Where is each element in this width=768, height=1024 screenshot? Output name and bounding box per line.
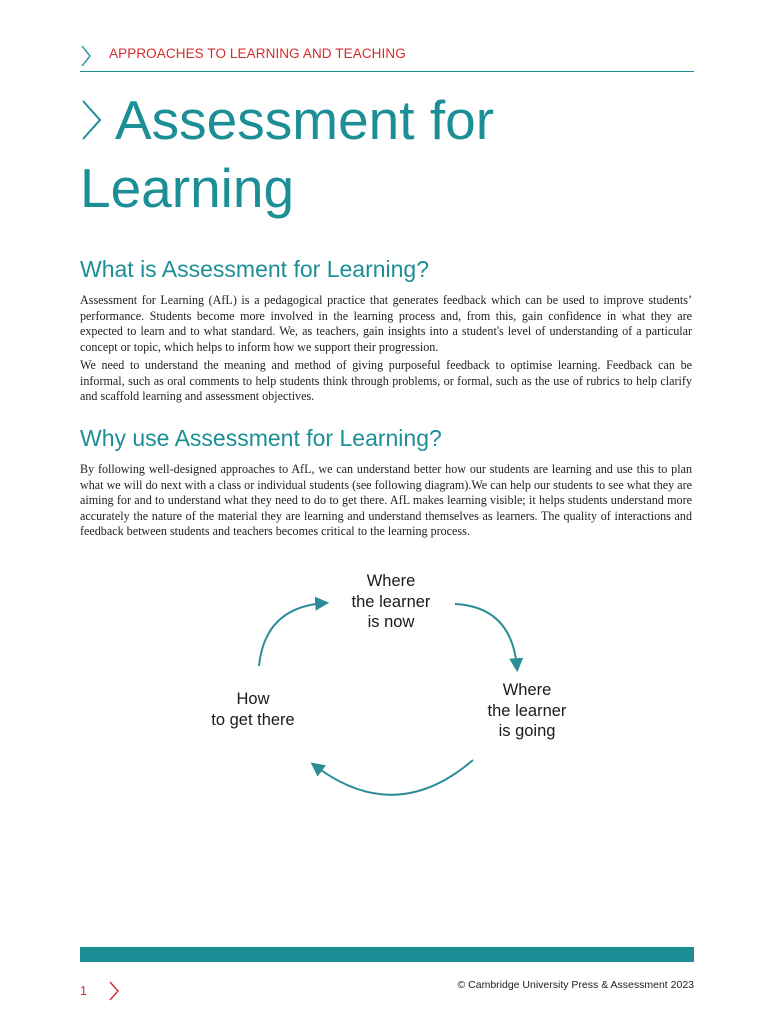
label-where-learner-is-now: Where the learner is now	[351, 572, 431, 631]
arrow-now-to-going	[455, 604, 517, 668]
section-heading-why: Why use Assessment for Learning?	[80, 425, 442, 451]
copyright-notice: © Cambridge University Press & Assessment 2023	[457, 979, 694, 991]
paragraph: Assessment for Learning (AfL) is a pedagogical practice that generates feedback which can be used to improve students’ performance. Students become more involved in the learning process and, from this, gain confidence in what they are expected to learn and to what standard. We, as teachers, gain insights into a student's level of understanding of a particular concept or topic, which helps to inform how we support their progression.	[80, 293, 692, 354]
section-heading-what: What is Assessment for Learning?	[80, 256, 429, 282]
learning-cycle-diagram	[190, 565, 590, 810]
page-title-line2: Learning	[80, 157, 295, 219]
footer-bar	[80, 947, 694, 962]
page-title	[80, 86, 700, 222]
page-title-line1: Assessment for	[115, 89, 495, 151]
section-label: APPROACHES TO LEARNING AND TEACHING	[109, 46, 406, 61]
arrow-going-to-how	[314, 760, 473, 795]
paragraph: By following well-designed approaches to AfL, we can understand better how our students are learning and use this to plan what we will do next with a class or individual students (see following diagram).We can help our students to see what they are aiming for and to understand what they need to do to get there. AfL makes learning visible; it helps students understand more accurately the nature of the material they are learning and understand themselves as learners. The quality of interactions and feedback between students and teachers becomes critical to the learning process.	[80, 462, 692, 539]
header-divider	[80, 71, 694, 72]
next-page-chevron-icon[interactable]	[108, 980, 120, 1002]
label-how-to-get-there: How to get there	[211, 690, 295, 729]
chevron-right-icon	[80, 44, 92, 68]
paragraph: We need to understand the meaning and method of giving purposeful feedback to optimise learning. Feedback can be informal, such as oral comments to help students think through problems, or formal, such as the use of rubrics to help clarify and scaffold learning and assessment objectives.	[80, 358, 692, 404]
page-number: 1	[80, 984, 87, 998]
label-where-learner-is-going: Where the learner is going	[487, 681, 567, 740]
arrow-how-to-now	[259, 603, 325, 666]
